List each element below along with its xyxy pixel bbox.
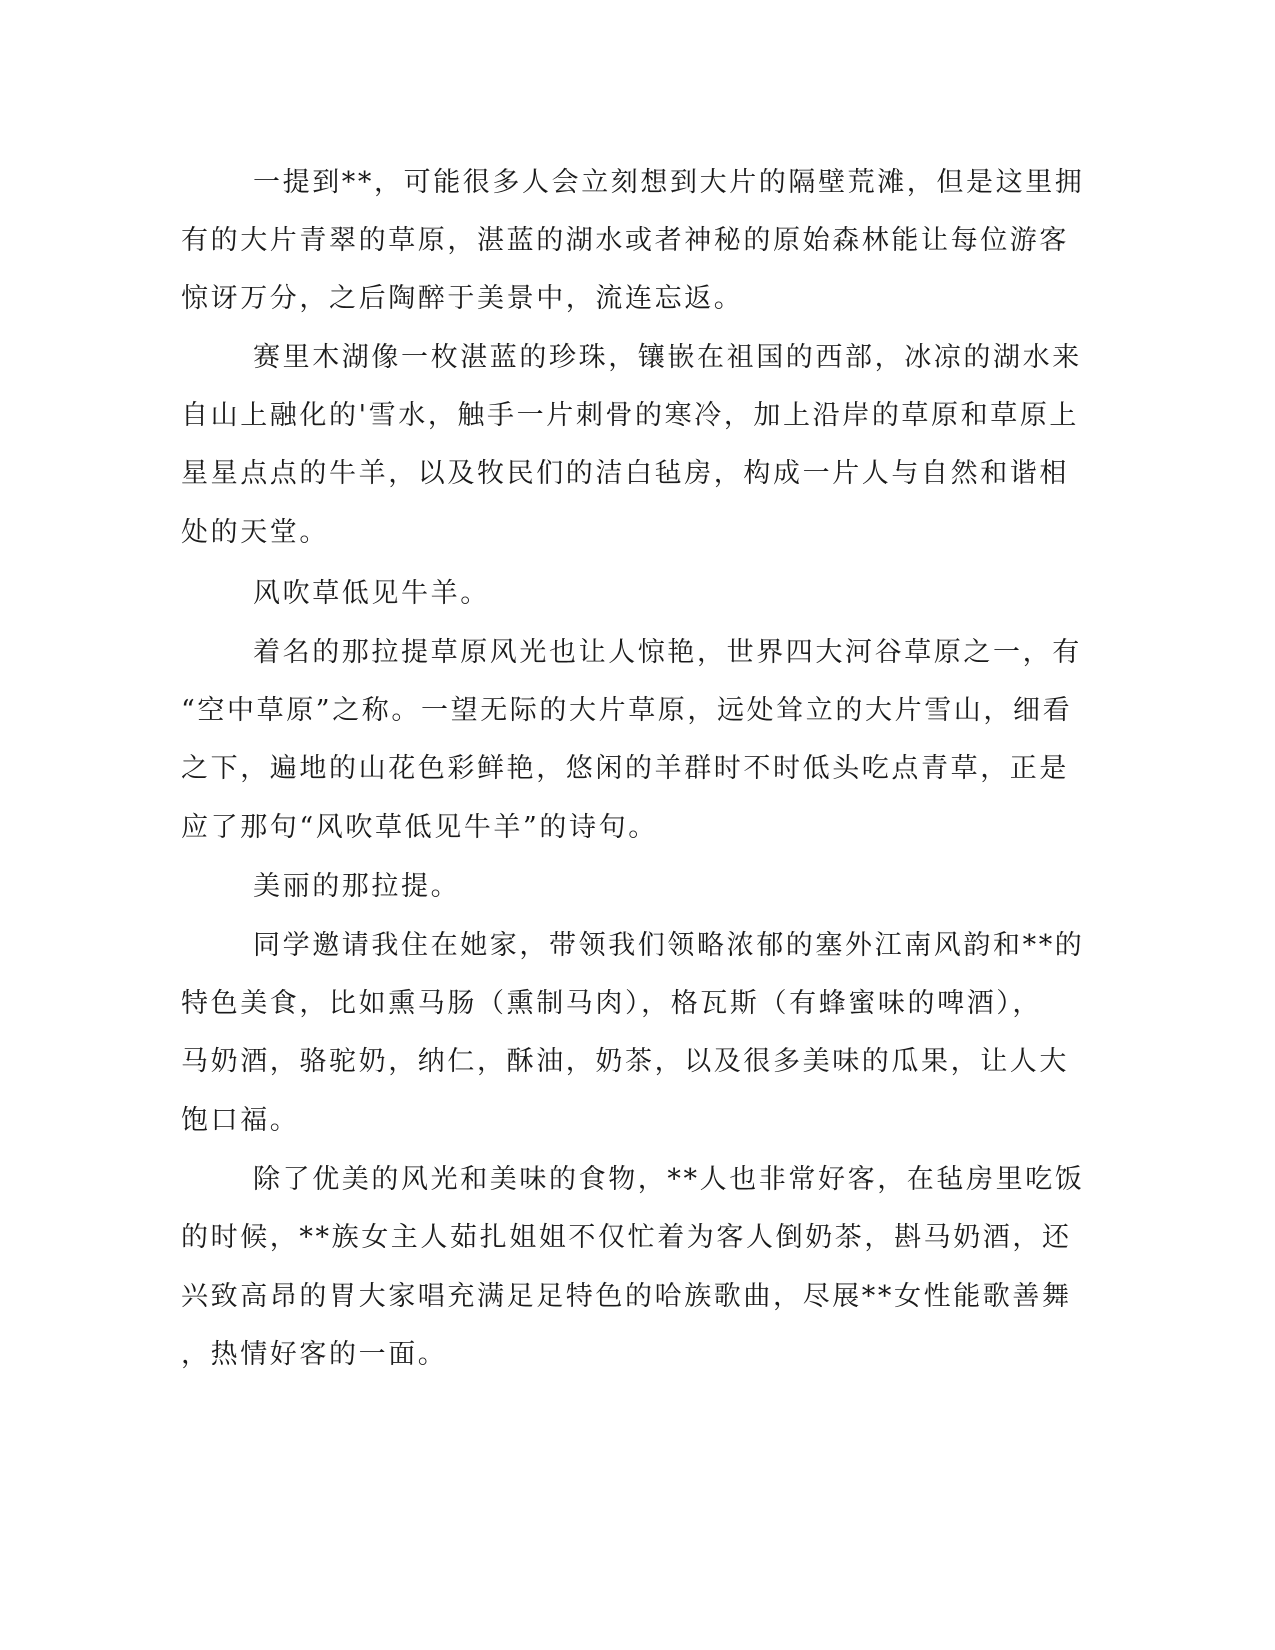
paragraph-6-line-1: 同学邀请我住在她家，带领我们领略浓郁的塞外江南风韵和**的: [253, 930, 1085, 961]
paragraph-1-line-2: 有的大片青翠的草原，湛蓝的湖水或者神秘的原始森林能让每位游客: [181, 225, 1069, 256]
paragraph-2-line-4: 处的天堂。: [181, 517, 329, 548]
paragraph-7-line-4: ，热情好客的一面。: [181, 1339, 448, 1370]
paragraph-7-line-3: 兴致高昂的胃大家唱充满足足特色的哈族歌曲，尽展**女性能歌善舞: [181, 1281, 1072, 1312]
paragraph-7-line-2: 的时候，**族女主人茹扎姐姐不仅忙着为客人倒奶茶，斟马奶酒，还: [181, 1222, 1072, 1253]
paragraph-1-line-1: 一提到**，可能很多人会立刻想到大片的隔壁荒滩，但是这里拥: [253, 167, 1085, 198]
paragraph-6-line-2: 特色美食，比如熏马肠（熏制马肉），格瓦斯（有蜂蜜味的啤酒），: [181, 988, 1042, 1019]
paragraph-6-line-4: 饱口福。: [181, 1105, 300, 1136]
paragraph-7-line-1: 除了优美的风光和美味的食物，**人也非常好客，在毡房里吃饭: [253, 1164, 1085, 1195]
paragraph-1-line-3: 惊讶万分，之后陶醉于美景中，流连忘返。: [181, 283, 744, 314]
paragraph-4-line-1: 着名的那拉提草原风光也让人惊艳，世界四大河谷草原之一，有: [253, 637, 1082, 668]
paragraph-6-line-3: 马奶酒，骆驼奶，纳仁，酥油，奶茶，以及很多美味的瓜果，让人大: [181, 1046, 1069, 1077]
paragraph-5-line-1: 美丽的那拉提。: [253, 871, 461, 902]
paragraph-4-line-2: “空中草原”之称。一望无际的大片草原，远处耸立的大片雪山，细看: [181, 695, 1073, 726]
paragraph-4-line-3: 之下，遍地的山花色彩鲜艳，悠闲的羊群时不时低头吃点青草，正是: [181, 753, 1069, 784]
paragraph-2-line-2: 自山上融化的'雪水，触手一片刺骨的寒冷，加上沿岸的草原和草原上: [181, 400, 1080, 431]
paragraph-2-line-3: 星星点点的牛羊，以及牧民们的洁白毡房，构成一片人与自然和谐相: [181, 458, 1069, 489]
paragraph-2-line-1: 赛里木湖像一枚湛蓝的珍珠，镶嵌在祖国的西部，冰凉的湖水来: [253, 342, 1082, 373]
paragraph-4-line-4: 应了那句“风吹草低见牛羊”的诗句。: [181, 812, 658, 843]
paragraph-3-line-1: 风吹草低见牛羊。: [253, 578, 490, 609]
